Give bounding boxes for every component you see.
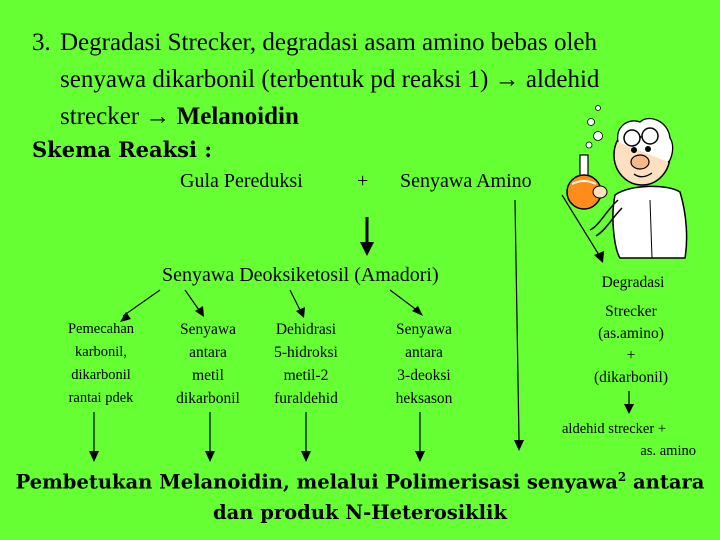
footer-superscript: 2 bbox=[617, 470, 627, 484]
product-line: rantai pdek bbox=[68, 390, 134, 406]
strecker-line: (dikarbonil) bbox=[593, 369, 669, 386]
arrow-amadori-to-metil bbox=[185, 290, 204, 317]
arrow-furaldehid-to-melanoidin bbox=[301, 412, 311, 462]
skema-label: Skema Reaksi : bbox=[32, 137, 213, 162]
strecker-line: Strecker bbox=[605, 303, 657, 320]
arrow-amadori-to-pemecahan bbox=[120, 290, 160, 322]
right-arrow-icon: → bbox=[145, 103, 171, 130]
title-line-1: Degradasi Strecker, degradasi asam amino bebas oleh bbox=[60, 29, 597, 56]
product-line: heksason bbox=[395, 390, 453, 407]
title-melanoidin: Melanoidin bbox=[176, 103, 299, 130]
plus-sign: + bbox=[357, 170, 369, 192]
footer-conclusion bbox=[0, 462, 720, 528]
product-line: karbonil, bbox=[75, 344, 127, 360]
arrow-metil-to-melanoidin bbox=[205, 412, 215, 462]
product-line: 5-hidroksi bbox=[274, 344, 338, 361]
title-line-2-text: senyawa dikarbonil (terbentuk pd reaksi 1) bbox=[60, 66, 489, 93]
product-line: metil bbox=[192, 367, 224, 384]
product-line: metil-2 bbox=[283, 367, 329, 384]
product-line: Senyawa bbox=[396, 321, 452, 338]
arrow-amino-to-melanoidin bbox=[514, 200, 524, 451]
product-line: 3-deoksi bbox=[397, 367, 451, 384]
reactant-senyawa-amino: Senyawa Amino bbox=[400, 170, 532, 192]
product-line: dikarbonil bbox=[71, 367, 131, 383]
degradasi-label: Degradasi bbox=[601, 274, 665, 291]
arrow-heksason-to-melanoidin bbox=[415, 412, 425, 462]
right-arrow-icon: → bbox=[494, 66, 520, 93]
title-number: 3. bbox=[32, 29, 51, 56]
footer-line-2: dan produk N-Heterosiklik bbox=[213, 500, 507, 524]
reactant-gula-pereduksi: Gula Pereduksi bbox=[180, 170, 303, 192]
product-line: dikarbonil bbox=[176, 390, 240, 407]
arrow-amadori-to-heksason bbox=[390, 290, 423, 316]
product-line: Pemecahan bbox=[67, 321, 135, 337]
scientist-clipart bbox=[567, 106, 687, 259]
product-line: antara bbox=[189, 344, 227, 361]
footer-text-end: antara bbox=[626, 470, 705, 494]
product-line: Dehidrasi bbox=[275, 321, 337, 338]
arrow-amadori-to-furaldehid bbox=[290, 290, 305, 318]
arrow-pemecahan-to-melanoidin bbox=[89, 412, 99, 462]
footer-text: Pembetukan Melanoidin, melalui Polimerisasi senyawa bbox=[15, 470, 618, 494]
footer-line-1 bbox=[0, 462, 720, 498]
aldehid-line: aldehid strecker + bbox=[562, 421, 666, 437]
product-line: furaldehid bbox=[274, 390, 338, 407]
product-line: Senyawa bbox=[180, 321, 236, 338]
amadori-compound: Senyawa Deoksiketosil (Amadori) bbox=[162, 264, 439, 286]
title-line-3-text: strecker bbox=[60, 103, 140, 130]
aldehid-line: as. amino bbox=[640, 443, 696, 459]
arrow-to-aldehid bbox=[624, 391, 634, 414]
arrow-to-amadori bbox=[360, 217, 374, 256]
strecker-line: (as.amino) bbox=[598, 325, 664, 342]
strecker-line: + bbox=[626, 347, 636, 364]
title-line-2-end: aldehid bbox=[525, 66, 600, 93]
product-line: antara bbox=[405, 344, 443, 361]
